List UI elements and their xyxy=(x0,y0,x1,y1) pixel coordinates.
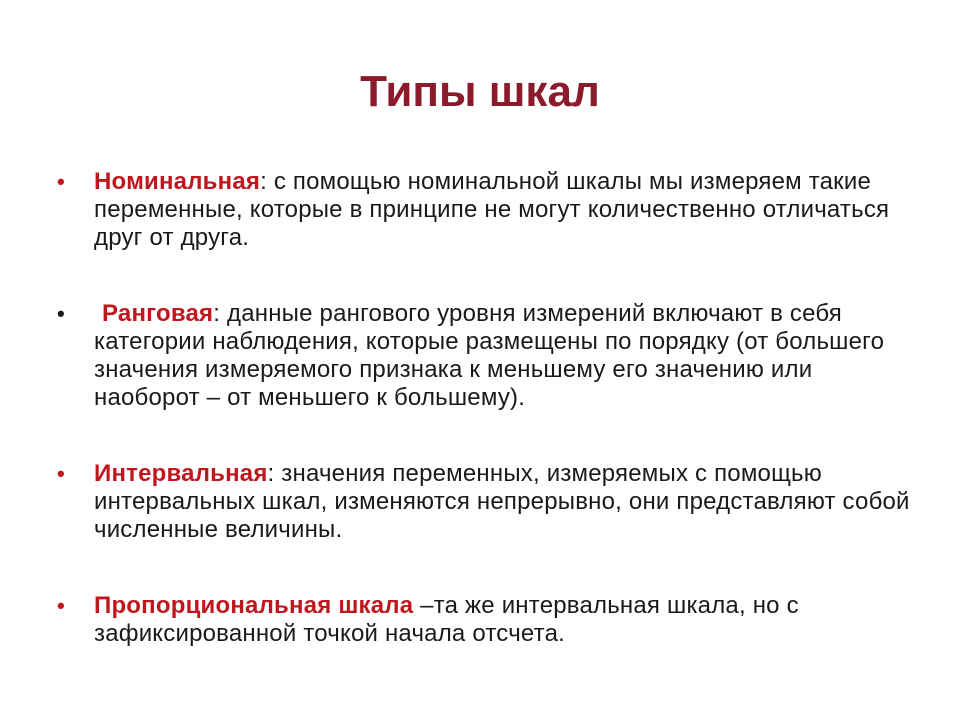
bullet-icon: • xyxy=(57,593,65,618)
item-text: : данные рангового уровня измерений включают в себя категории наблюдения, которые размещены по порядку (от большего значения измеряемого признака к меньшему его значению или наоборот – от меньшего к большему). xyxy=(94,300,885,411)
term-label: Ранговая xyxy=(102,300,214,327)
bullet-icon: • xyxy=(57,461,65,486)
list-item-nominal xyxy=(57,168,914,252)
list-item-rank xyxy=(57,300,914,412)
bullet-icon: • xyxy=(57,301,65,326)
item-text: –та же интервальная шкала, но с зафиксированной точкой начала отсчета. xyxy=(94,592,799,647)
term-label: Интервальная xyxy=(94,460,268,487)
list-item-interval xyxy=(57,460,914,544)
item-text: : с помощью номинальной шкалы мы измеряем такие переменные, которые в принципе не могут количественно отличаться друг от друга. xyxy=(94,168,890,251)
term-label: Пропорциональная шкала xyxy=(94,592,414,619)
bullet-list xyxy=(57,168,914,648)
term-label: Номинальная xyxy=(94,168,261,195)
bullet-icon: • xyxy=(57,169,65,194)
item-text: : значения переменных, измеряемых с помощью интервальных шкал, изменяются непрерывно, они представляют собой численные величины. xyxy=(94,460,910,543)
slide-title: Типы шкал xyxy=(360,67,600,116)
list-item-ratio xyxy=(57,592,914,648)
